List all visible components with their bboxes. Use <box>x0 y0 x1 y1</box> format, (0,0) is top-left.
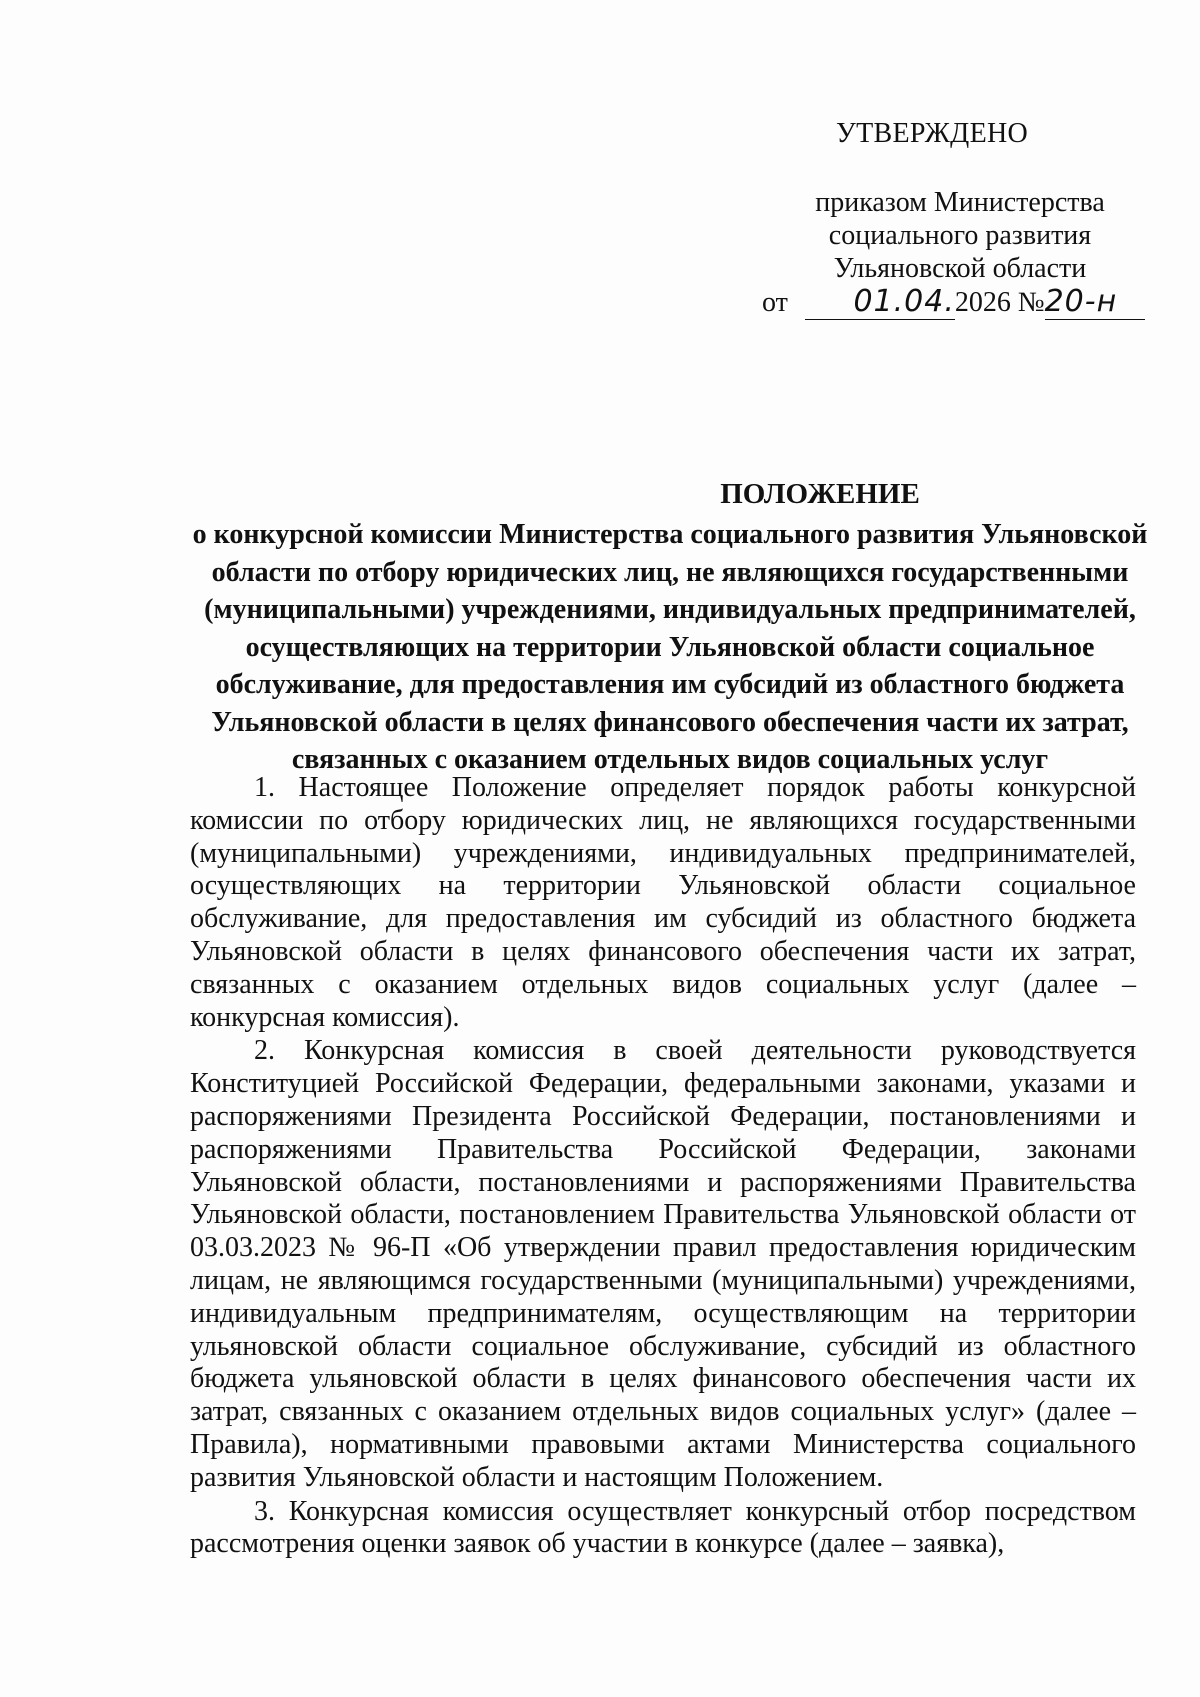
document-subtitle: о конкурсной комиссии Министерства социального развития Ульяновской области по отбору юридических лиц, не являющихся государственными (муниципальными) учреждениями, индивидуальных предпринимателей, осуществляющих на территории Ульяновской области социальное обслуживание, для предоставления им субсидий из областного бюджета Ульяновской области в целях финансового обеспечения части их затрат, связанных с оказанием отдельных видов социальных услуг <box>192 519 1148 775</box>
date-prefix: от <box>762 287 788 318</box>
approval-heading: УТВЕРЖДЕНО <box>836 118 1029 149</box>
approval-block <box>780 186 1140 285</box>
handwritten-date: 01.04. <box>853 284 955 319</box>
paragraph-1: 1. Настоящее Положение определяет порядок работы конкурсной комиссии по отбору юридических лиц, не являющихся государственными (муниципальными) учреждениями, индивидуальных предпринимателей, осуществляющих на территории Ульяновской области социальное обслуживание, для предоставления им субсидий из областного бюджета Ульяновской области в целях финансового обеспечения части их затрат, связанных с оказанием отдельных видов социальных услуг (далее – конкурсная комиссия). <box>190 772 1136 1033</box>
approval-line-3: Ульяновской области <box>833 253 1087 284</box>
document-body <box>190 772 1136 1561</box>
handwritten-number: 20-н <box>1044 284 1118 319</box>
approval-line-2: социального развития <box>828 220 1092 251</box>
document-title-row <box>0 478 1200 511</box>
date-field <box>805 284 955 320</box>
date-year: 2026 <box>954 287 1011 318</box>
number-field <box>1045 284 1145 320</box>
paragraph-2: 2. Конкурсная комиссия в своей деятельности руководствуется Конституцией Российской Федерации, федеральными законами, указами и распоряжениями Президента Российской Федерации, постановлениями и распоряжениями Правительства Российской Федерации, законами Ульяновской области, постановлениями и распоряжениями Правительства Ульяновской области, постановлением Правительства Ульяновской области от 03.03.2023 № 96-П «Об утверждении правил предоставления юридическим лицам, не являющимся государственными (муниципальными) учреждениями, индивидуальным предпринимателям, осуществляющим на территории ульяновской области социальное обслуживание, субсидий из областного бюджета ульяновской области в целях финансового обеспечения части их затрат, связанных с оказанием отдельных видов социальных услуг» (далее – Правила), нормативными правовыми актами Министерства социального развития Ульяновской области и настоящим Положением. <box>190 1035 1136 1493</box>
approval-date-line <box>762 284 1145 320</box>
number-sign: № <box>1017 287 1045 318</box>
approval-line-1: приказом Министерства <box>815 187 1105 218</box>
document-title: ПОЛОЖЕНИЕ <box>720 478 920 510</box>
paragraph-3: 3. Конкурсная комиссия осуществляет конкурсный отбор посредством рассмотрения оценки заявок об участии в конкурсе (далее – заявка), <box>190 1495 1136 1560</box>
